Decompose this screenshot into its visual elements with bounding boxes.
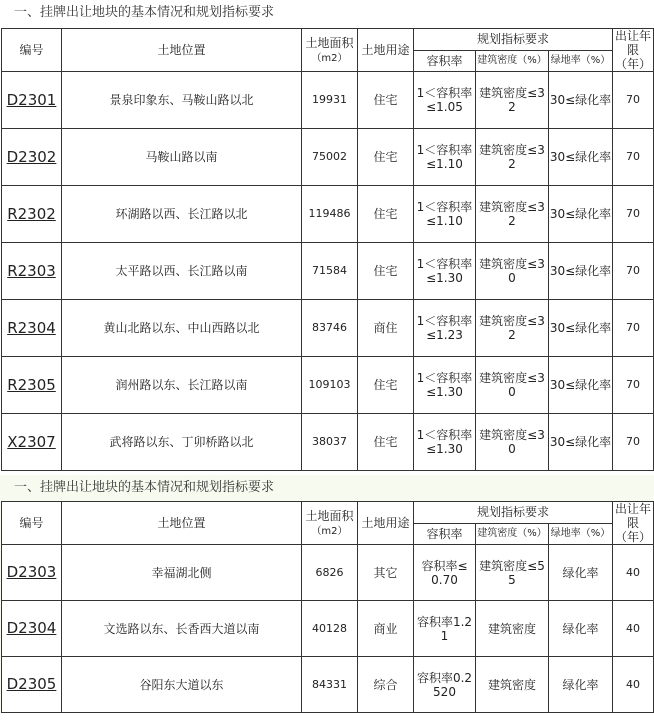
area-cell: 6826 [302,545,358,601]
table-row [2,357,654,414]
area-cell: 84331 [302,657,358,713]
land-use-cell: 商住 [358,300,414,357]
green-rate-cell: 30≤绿化率 [549,129,613,186]
location-cell: 文选路以东、长香西大道以南 [62,601,302,657]
land-table-1 [1,28,654,471]
parcel-code-link[interactable]: R2304 [7,318,56,337]
area-cell: 83746 [302,300,358,357]
green-rate-cell: 30≤绿化率 [549,186,613,243]
green-rate-cell: 绿化率 [549,601,613,657]
table-row [2,186,654,243]
parcel-code-cell [2,601,62,657]
header-green: 绿地率（%） [549,523,613,545]
table-2-body [2,545,654,713]
location-cell: 武将路以东、丁卯桥路以北 [62,414,302,471]
far-cell: 1＜容积率≤1.30 [414,414,476,471]
header-area [302,29,358,72]
table-row [2,243,654,300]
density-cell: 建筑密度≤55 [476,545,549,601]
header-green: 绿地率（%） [549,50,613,72]
parcel-code-cell [2,414,62,471]
parcel-code-link[interactable]: X2307 [7,432,56,451]
section-1-heading: 一、挂牌出让地块的基本情况和规划指标要求 [14,5,275,20]
parcel-code-link[interactable]: D2301 [6,90,57,109]
header-area-unit: （m2） [311,52,348,64]
location-cell: 黄山北路以东、中山西路以北 [62,300,302,357]
density-cell: 建筑密度≤32 [476,186,549,243]
term-cell: 40 [613,601,654,657]
density-cell: 建筑密度 [476,601,549,657]
far-cell: 1＜容积率≤1.30 [414,243,476,300]
parcel-code-cell [2,357,62,414]
term-cell: 40 [613,545,654,601]
parcel-code-link[interactable]: D2303 [6,563,57,581]
green-rate-cell: 30≤绿化率 [549,243,613,300]
density-cell: 建筑密度≤30 [476,414,549,471]
header-density: 建筑密度（%） [476,523,549,545]
far-cell: 1＜容积率≤1.10 [414,129,476,186]
land-use-cell: 住宅 [358,243,414,300]
header-density: 建筑密度（%） [476,50,549,72]
term-cell: 70 [613,72,654,129]
parcel-code-link[interactable]: R2305 [7,375,56,394]
parcel-code-cell [2,129,62,186]
land-use-cell: 其它 [358,545,414,601]
land-use-cell: 住宅 [358,186,414,243]
header-area-unit: （m2） [311,525,348,537]
density-cell: 建筑密度≤32 [476,300,549,357]
land-use-cell: 住宅 [358,72,414,129]
header-use: 土地用途 [358,29,414,72]
area-cell: 40128 [302,601,358,657]
far-cell: 1＜容积率≤1.30 [414,357,476,414]
density-cell: 建筑密度≤30 [476,243,549,300]
table-row [2,545,654,601]
header-term: 出让年限（年） [613,502,654,545]
green-rate-cell: 30≤绿化率 [549,357,613,414]
header-use: 土地用途 [358,502,414,545]
header-planning: 规划指标要求 [414,502,613,524]
header-term: 出让年限（年） [613,29,654,72]
parcel-code-link[interactable]: D2305 [6,675,57,693]
term-cell: 70 [613,186,654,243]
parcel-code-cell [2,545,62,601]
location-cell: 幸福湖北侧 [62,545,302,601]
area-cell: 38037 [302,414,358,471]
location-cell: 景泉印象东、马鞍山路以北 [62,72,302,129]
far-cell: 1＜容积率≤1.10 [414,186,476,243]
land-table-2 [1,501,654,713]
header-code: 编号 [2,29,62,72]
far-cell: 1＜容积率≤1.23 [414,300,476,357]
table-row [2,129,654,186]
area-cell: 19931 [302,72,358,129]
location-cell: 马鞍山路以南 [62,129,302,186]
green-rate-cell: 绿化率 [549,545,613,601]
parcel-code-cell [2,657,62,713]
far-cell: 容积率1.21 [414,601,476,657]
location-cell: 环湖路以西、长江路以北 [62,186,302,243]
far-cell: 容积率≤0.70 [414,545,476,601]
green-rate-cell: 30≤绿化率 [549,414,613,471]
area-cell: 75002 [302,129,358,186]
term-cell: 70 [613,357,654,414]
term-cell: 70 [613,414,654,471]
parcel-code-cell [2,243,62,300]
table-1-body [2,72,654,471]
term-cell: 70 [613,129,654,186]
area-cell: 119486 [302,186,358,243]
table-row [2,601,654,657]
density-cell: 建筑密度≤30 [476,357,549,414]
land-use-cell: 商业 [358,601,414,657]
location-cell: 谷阳东大道以东 [62,657,302,713]
table-row [2,72,654,129]
location-cell: 太平路以西、长江路以南 [62,243,302,300]
area-cell: 109103 [302,357,358,414]
header-area-label: 土地面积 [305,35,354,50]
far-cell: 1＜容积率≤1.05 [414,72,476,129]
header-area-label: 土地面积 [305,508,354,523]
header-far: 容积率 [414,50,476,72]
parcel-code-cell [2,72,62,129]
parcel-code-cell [2,186,62,243]
header-planning: 规划指标要求 [414,29,613,51]
density-cell: 建筑密度≤32 [476,129,549,186]
density-cell: 建筑密度≤32 [476,72,549,129]
land-use-cell: 住宅 [358,129,414,186]
far-cell: 容积率0.2520 [414,657,476,713]
header-location: 土地位置 [62,29,302,72]
header-code: 编号 [2,502,62,545]
parcel-code-link[interactable]: D2302 [6,147,57,166]
header-far: 容积率 [414,523,476,545]
density-cell: 建筑密度 [476,657,549,713]
table-row [2,300,654,357]
area-cell: 71584 [302,243,358,300]
header-location: 土地位置 [62,502,302,545]
parcel-code-link[interactable]: R2302 [7,204,56,223]
green-rate-cell: 30≤绿化率 [549,300,613,357]
parcel-code-cell [2,300,62,357]
location-cell: 润州路以东、长江路以南 [62,357,302,414]
term-cell: 70 [613,300,654,357]
land-use-cell: 住宅 [358,414,414,471]
term-cell: 40 [613,657,654,713]
land-use-cell: 综合 [358,657,414,713]
term-cell: 70 [613,243,654,300]
parcel-code-link[interactable]: R2303 [7,261,56,280]
section-2-heading: 一、挂牌出让地块的基本情况和规划指标要求 [14,480,275,495]
land-use-cell: 住宅 [358,357,414,414]
table-row [2,657,654,713]
green-rate-cell: 绿化率 [549,657,613,713]
section-2 [0,475,654,713]
green-rate-cell: 30≤绿化率 [549,72,613,129]
header-area [302,502,358,545]
parcel-code-link[interactable]: D2304 [6,619,57,637]
table-row [2,414,654,471]
